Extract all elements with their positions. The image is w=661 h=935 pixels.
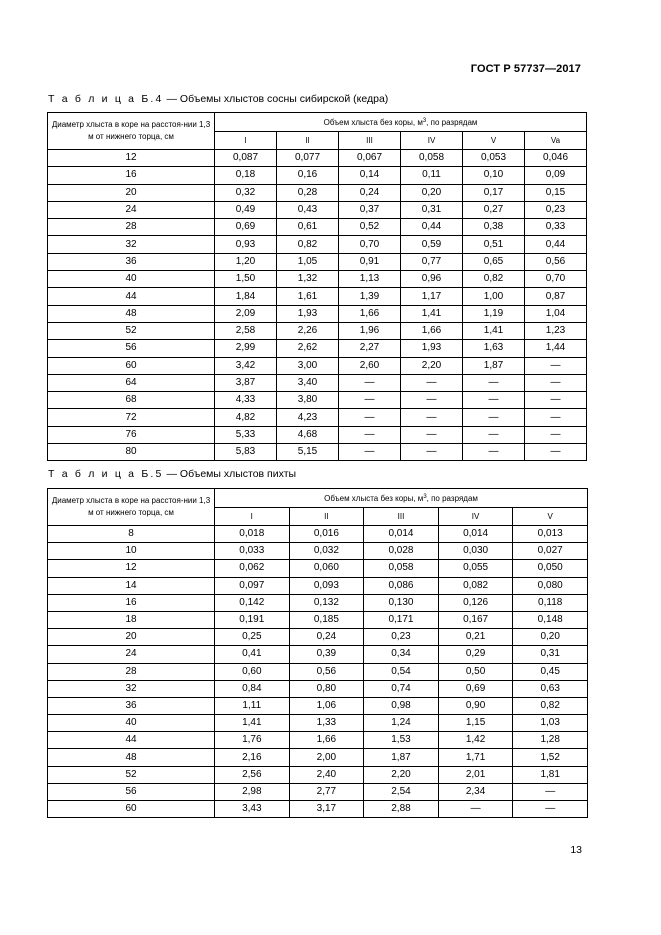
diameter-cell: 24: [48, 201, 215, 218]
volume-cell: 1,06: [289, 697, 364, 714]
volume-cell: 0,31: [513, 646, 588, 663]
table-row: [48, 611, 588, 628]
volume-cell: 3,40: [277, 374, 339, 391]
volume-cell: —: [339, 426, 401, 443]
volume-cell: 1,00: [463, 288, 525, 305]
volume-cell: 0,27: [463, 201, 525, 218]
volume-cell: —: [438, 801, 513, 818]
table-row: [48, 184, 587, 201]
volume-cell: 2,88: [364, 801, 439, 818]
grade-header-cell: IV: [401, 132, 463, 150]
volume-cell: 0,82: [277, 236, 339, 253]
diameter-cell: 12: [48, 560, 215, 577]
volume-cell: 0,016: [289, 526, 364, 543]
volume-cell: 2,58: [215, 322, 277, 339]
volume-cell: 0,69: [215, 219, 277, 236]
table-row: [48, 253, 587, 270]
volume-cell: 0,91: [339, 253, 401, 270]
volume-cell: —: [401, 374, 463, 391]
volume-cell: 0,126: [438, 594, 513, 611]
volume-cell: 0,20: [513, 629, 588, 646]
volume-cell: 1,93: [277, 305, 339, 322]
table-row: [48, 697, 588, 714]
volume-cell: 2,99: [215, 340, 277, 357]
volume-cell: 4,68: [277, 426, 339, 443]
grade-header-cell: IV: [438, 508, 513, 526]
volume-cell: 0,84: [215, 680, 290, 697]
table-row: [48, 646, 588, 663]
volume-cell: 0,21: [438, 629, 513, 646]
volume-cell: 0,032: [289, 543, 364, 560]
volume-cell: 2,00: [289, 749, 364, 766]
diameter-cell: 44: [48, 732, 215, 749]
volume-cell: 1,61: [277, 288, 339, 305]
volume-cell: 0,74: [364, 680, 439, 697]
volume-cell: 1,96: [339, 322, 401, 339]
volume-cell: 0,191: [215, 611, 290, 628]
volume-cell: 1,23: [525, 322, 587, 339]
volume-cell: 2,20: [401, 357, 463, 374]
grade-header-cell: III: [364, 508, 439, 526]
table-b5-body: [48, 526, 588, 818]
volume-cell: 0,053: [463, 150, 525, 167]
volume-cell: —: [463, 392, 525, 409]
volume-cell: 3,43: [215, 801, 290, 818]
diameter-cell: 18: [48, 611, 215, 628]
volume-column-header: [215, 113, 587, 132]
volume-cell: 0,087: [215, 150, 277, 167]
volume-cell: 0,77: [401, 253, 463, 270]
volume-cell: —: [339, 409, 401, 426]
table-row: [48, 305, 587, 322]
diameter-cell: 16: [48, 167, 215, 184]
table-row: [48, 749, 588, 766]
table-row: [48, 629, 588, 646]
grade-header-cell: V: [463, 132, 525, 150]
table-row: [48, 801, 588, 818]
volume-cell: 2,26: [277, 322, 339, 339]
diameter-cell: 24: [48, 646, 215, 663]
volume-cell: 0,16: [277, 167, 339, 184]
volume-cell: 0,23: [364, 629, 439, 646]
table-b5: [47, 488, 588, 818]
table-row: [48, 444, 587, 461]
diameter-cell: 20: [48, 629, 215, 646]
volume-cell: 0,33: [525, 219, 587, 236]
table-b5-caption-prefix: Т а б л и ц а Б.5: [48, 468, 164, 480]
volume-cell: 0,29: [438, 646, 513, 663]
volume-cell: 2,16: [215, 749, 290, 766]
table-row: [48, 374, 587, 391]
volume-cell: 4,82: [215, 409, 277, 426]
volume-cell: —: [513, 783, 588, 800]
volume-cell: 1,42: [438, 732, 513, 749]
volume-header-text: Объем хлыста без коры, м: [323, 117, 423, 127]
volume-cell: 1,04: [525, 305, 587, 322]
volume-cell: 0,030: [438, 543, 513, 560]
table-row: [48, 150, 587, 167]
table-row: [48, 680, 588, 697]
diameter-cell: 56: [48, 783, 215, 800]
volume-cell: —: [525, 357, 587, 374]
volume-cell: 0,24: [339, 184, 401, 201]
diameter-cell: 28: [48, 219, 215, 236]
volume-cell: —: [401, 409, 463, 426]
volume-cell: 1,41: [401, 305, 463, 322]
volume-cell: 0,014: [364, 526, 439, 543]
volume-cell: 1,03: [513, 715, 588, 732]
diameter-column-header: Диаметр хлыста в коре на расстоя-нии 1,3 м от нижнего торца, см: [48, 489, 215, 526]
volume-cell: —: [525, 374, 587, 391]
table-row: [48, 340, 587, 357]
diameter-cell: 10: [48, 543, 215, 560]
volume-cell: 2,40: [289, 766, 364, 783]
volume-cell: —: [525, 444, 587, 461]
volume-cell: 0,15: [525, 184, 587, 201]
volume-cell: 0,60: [215, 663, 290, 680]
volume-cell: 1,81: [513, 766, 588, 783]
volume-cell: 5,15: [277, 444, 339, 461]
volume-cell: 0,80: [289, 680, 364, 697]
volume-cell: —: [463, 426, 525, 443]
diameter-cell: 32: [48, 680, 215, 697]
table-row: [48, 732, 588, 749]
diameter-cell: 48: [48, 749, 215, 766]
volume-cell: —: [401, 392, 463, 409]
volume-cell: 0,96: [401, 271, 463, 288]
volume-cell: 0,70: [525, 271, 587, 288]
volume-cell: 0,18: [215, 167, 277, 184]
volume-cell: 1,39: [339, 288, 401, 305]
table-row: [48, 663, 588, 680]
volume-cell: 5,83: [215, 444, 277, 461]
volume-cell: 0,10: [463, 167, 525, 184]
volume-cell: 0,046: [525, 150, 587, 167]
diameter-cell: 16: [48, 594, 215, 611]
volume-cell: 0,077: [277, 150, 339, 167]
volume-cell: 1,11: [215, 697, 290, 714]
volume-cell: 0,52: [339, 219, 401, 236]
volume-cell: 0,067: [339, 150, 401, 167]
volume-cell: 0,39: [289, 646, 364, 663]
volume-cell: 2,98: [215, 783, 290, 800]
volume-cell: 0,028: [364, 543, 439, 560]
volume-cell: 1,13: [339, 271, 401, 288]
diameter-cell: 76: [48, 426, 215, 443]
volume-cell: —: [401, 444, 463, 461]
grade-header-cell: II: [277, 132, 339, 150]
volume-cell: 1,87: [463, 357, 525, 374]
table-row: [48, 322, 587, 339]
volume-cell: 1,53: [364, 732, 439, 749]
volume-cell: 1,05: [277, 253, 339, 270]
volume-cell: 0,130: [364, 594, 439, 611]
volume-cell: 1,41: [215, 715, 290, 732]
volume-cell: —: [401, 426, 463, 443]
volume-cell: —: [339, 374, 401, 391]
volume-header-unit-power: 3: [423, 493, 427, 500]
volume-cell: 0,37: [339, 201, 401, 218]
volume-cell: —: [339, 444, 401, 461]
volume-cell: 0,51: [463, 236, 525, 253]
table-row: [48, 219, 587, 236]
table-row: [48, 560, 588, 577]
volume-cell: 3,00: [277, 357, 339, 374]
volume-cell: 0,086: [364, 577, 439, 594]
volume-cell: 0,062: [215, 560, 290, 577]
diameter-column-header: Диаметр хлыста в коре на расстоя-нии 1,3 м от нижнего торца, см: [48, 113, 215, 150]
table-row: [48, 526, 588, 543]
volume-cell: 1,87: [364, 749, 439, 766]
volume-cell: 0,82: [513, 697, 588, 714]
volume-cell: 1,17: [401, 288, 463, 305]
volume-cell: 4,33: [215, 392, 277, 409]
volume-cell: 1,41: [463, 322, 525, 339]
volume-cell: 2,20: [364, 766, 439, 783]
volume-cell: 0,185: [289, 611, 364, 628]
volume-cell: 0,050: [513, 560, 588, 577]
volume-cell: 1,71: [438, 749, 513, 766]
volume-cell: 0,027: [513, 543, 588, 560]
volume-cell: 0,44: [525, 236, 587, 253]
volume-cell: 2,27: [339, 340, 401, 357]
volume-cell: 0,43: [277, 201, 339, 218]
volume-cell: 1,84: [215, 288, 277, 305]
volume-cell: 2,56: [215, 766, 290, 783]
volume-cell: 2,62: [277, 340, 339, 357]
diameter-cell: 28: [48, 663, 215, 680]
volume-cell: 0,41: [215, 646, 290, 663]
volume-cell: 0,69: [438, 680, 513, 697]
volume-cell: 0,058: [364, 560, 439, 577]
volume-cell: 1,33: [289, 715, 364, 732]
diameter-cell: 52: [48, 766, 215, 783]
grade-header-cell: III: [339, 132, 401, 150]
volume-cell: 1,44: [525, 340, 587, 357]
volume-cell: 0,014: [438, 526, 513, 543]
table-b4: [47, 112, 587, 461]
volume-cell: —: [525, 426, 587, 443]
table-row: [48, 715, 588, 732]
volume-cell: 1,19: [463, 305, 525, 322]
diameter-cell: 52: [48, 322, 215, 339]
volume-cell: 0,31: [401, 201, 463, 218]
table-row: [48, 543, 588, 560]
volume-cell: 0,87: [525, 288, 587, 305]
table-row: [48, 409, 587, 426]
volume-cell: 3,17: [289, 801, 364, 818]
table-row: [48, 271, 587, 288]
volume-cell: 2,01: [438, 766, 513, 783]
volume-cell: 0,09: [525, 167, 587, 184]
table-b4-body: [48, 150, 587, 461]
diameter-cell: 60: [48, 357, 215, 374]
volume-cell: 1,24: [364, 715, 439, 732]
volume-cell: 1,66: [401, 322, 463, 339]
table-row: [48, 594, 588, 611]
volume-cell: 0,055: [438, 560, 513, 577]
volume-header-suffix: , по разрядам: [426, 493, 478, 503]
table-row: [48, 392, 587, 409]
volume-header-unit-power: 3: [422, 117, 427, 124]
diameter-cell: 68: [48, 392, 215, 409]
table-row: [48, 426, 587, 443]
table-row: [48, 783, 588, 800]
table-b4-caption: [48, 93, 388, 105]
diameter-cell: 48: [48, 305, 215, 322]
volume-cell: —: [463, 374, 525, 391]
volume-cell: 0,14: [339, 167, 401, 184]
volume-cell: 0,61: [277, 219, 339, 236]
volume-cell: 0,132: [289, 594, 364, 611]
volume-cell: 2,09: [215, 305, 277, 322]
table-b5-caption: [48, 468, 296, 480]
volume-cell: 0,033: [215, 543, 290, 560]
diameter-cell: 14: [48, 577, 215, 594]
volume-cell: 2,60: [339, 357, 401, 374]
table-row: [48, 201, 587, 218]
volume-cell: 0,28: [277, 184, 339, 201]
volume-cell: 0,23: [525, 201, 587, 218]
table-row: [48, 288, 587, 305]
diameter-cell: 32: [48, 236, 215, 253]
volume-cell: 0,63: [513, 680, 588, 697]
volume-cell: 1,76: [215, 732, 290, 749]
volume-cell: 0,56: [525, 253, 587, 270]
diameter-cell: 20: [48, 184, 215, 201]
volume-cell: 0,013: [513, 526, 588, 543]
table-b4-caption-prefix: Т а б л и ц а Б.4: [48, 93, 164, 105]
table-b4-caption-title: — Объемы хлыстов сосны сибирской (кедра): [163, 93, 389, 105]
volume-cell: —: [513, 801, 588, 818]
volume-cell: 1,52: [513, 749, 588, 766]
volume-column-header: [215, 489, 588, 508]
table-row: [48, 236, 587, 253]
volume-cell: 0,98: [364, 697, 439, 714]
diameter-cell: 36: [48, 697, 215, 714]
volume-cell: 0,24: [289, 629, 364, 646]
diameter-cell: 36: [48, 253, 215, 270]
volume-cell: 5,33: [215, 426, 277, 443]
volume-cell: 1,28: [513, 732, 588, 749]
volume-cell: 1,20: [215, 253, 277, 270]
grade-header-cell: V: [513, 508, 588, 526]
volume-cell: 0,20: [401, 184, 463, 201]
volume-cell: 3,80: [277, 392, 339, 409]
volume-cell: 0,34: [364, 646, 439, 663]
volume-cell: 0,118: [513, 594, 588, 611]
volume-cell: 2,54: [364, 783, 439, 800]
volume-cell: —: [339, 392, 401, 409]
volume-cell: 0,44: [401, 219, 463, 236]
volume-cell: —: [463, 444, 525, 461]
volume-cell: 4,23: [277, 409, 339, 426]
volume-cell: 3,87: [215, 374, 277, 391]
volume-cell: 0,54: [364, 663, 439, 680]
volume-cell: 0,45: [513, 663, 588, 680]
volume-cell: 3,42: [215, 357, 277, 374]
standard-code: ГОСТ Р 57737—2017: [470, 63, 581, 75]
volume-cell: 1,93: [401, 340, 463, 357]
table-b5-caption-title: — Объемы хлыстов пихты: [163, 468, 297, 480]
diameter-cell: 64: [48, 374, 215, 391]
diameter-cell: 40: [48, 271, 215, 288]
volume-cell: 1,32: [277, 271, 339, 288]
volume-cell: 0,093: [289, 577, 364, 594]
grade-header-cell: I: [215, 132, 277, 150]
grade-header-cell: Va: [525, 132, 587, 150]
volume-cell: —: [525, 392, 587, 409]
volume-cell: 0,93: [215, 236, 277, 253]
table-row: [48, 766, 588, 783]
volume-cell: 0,058: [401, 150, 463, 167]
table-row: [48, 577, 588, 594]
volume-cell: 0,59: [401, 236, 463, 253]
diameter-cell: 80: [48, 444, 215, 461]
volume-cell: 1,66: [289, 732, 364, 749]
diameter-cell: 44: [48, 288, 215, 305]
grade-header-cell: II: [289, 508, 364, 526]
diameter-cell: 60: [48, 801, 215, 818]
volume-cell: 2,34: [438, 783, 513, 800]
volume-cell: 0,65: [463, 253, 525, 270]
page-number: 13: [570, 844, 582, 856]
volume-cell: 0,56: [289, 663, 364, 680]
table-row: [48, 167, 587, 184]
volume-cell: 0,38: [463, 219, 525, 236]
volume-cell: 0,90: [438, 697, 513, 714]
diameter-cell: 8: [48, 526, 215, 543]
diameter-cell: 72: [48, 409, 215, 426]
volume-cell: 0,49: [215, 201, 277, 218]
grade-header-cell: I: [215, 508, 290, 526]
volume-cell: 1,15: [438, 715, 513, 732]
volume-cell: 0,82: [463, 271, 525, 288]
diameter-cell: 12: [48, 150, 215, 167]
volume-cell: 0,171: [364, 611, 439, 628]
volume-cell: 1,50: [215, 271, 277, 288]
volume-header-suffix: , по разрядам: [426, 117, 478, 127]
volume-cell: 0,32: [215, 184, 277, 201]
volume-cell: 0,142: [215, 594, 290, 611]
volume-cell: 0,148: [513, 611, 588, 628]
table-row: [48, 357, 587, 374]
volume-cell: 0,167: [438, 611, 513, 628]
volume-cell: 0,018: [215, 526, 290, 543]
volume-cell: 0,060: [289, 560, 364, 577]
volume-cell: 0,50: [438, 663, 513, 680]
volume-cell: 1,66: [339, 305, 401, 322]
volume-cell: 0,082: [438, 577, 513, 594]
volume-cell: 0,25: [215, 629, 290, 646]
diameter-cell: 56: [48, 340, 215, 357]
volume-header-text: Объем хлыста без коры, м: [324, 493, 424, 503]
volume-cell: 1,63: [463, 340, 525, 357]
volume-cell: —: [463, 409, 525, 426]
diameter-cell: 40: [48, 715, 215, 732]
volume-cell: 0,70: [339, 236, 401, 253]
volume-cell: 0,080: [513, 577, 588, 594]
volume-cell: 0,11: [401, 167, 463, 184]
volume-cell: —: [525, 409, 587, 426]
volume-cell: 0,097: [215, 577, 290, 594]
volume-cell: 2,77: [289, 783, 364, 800]
volume-cell: 0,17: [463, 184, 525, 201]
